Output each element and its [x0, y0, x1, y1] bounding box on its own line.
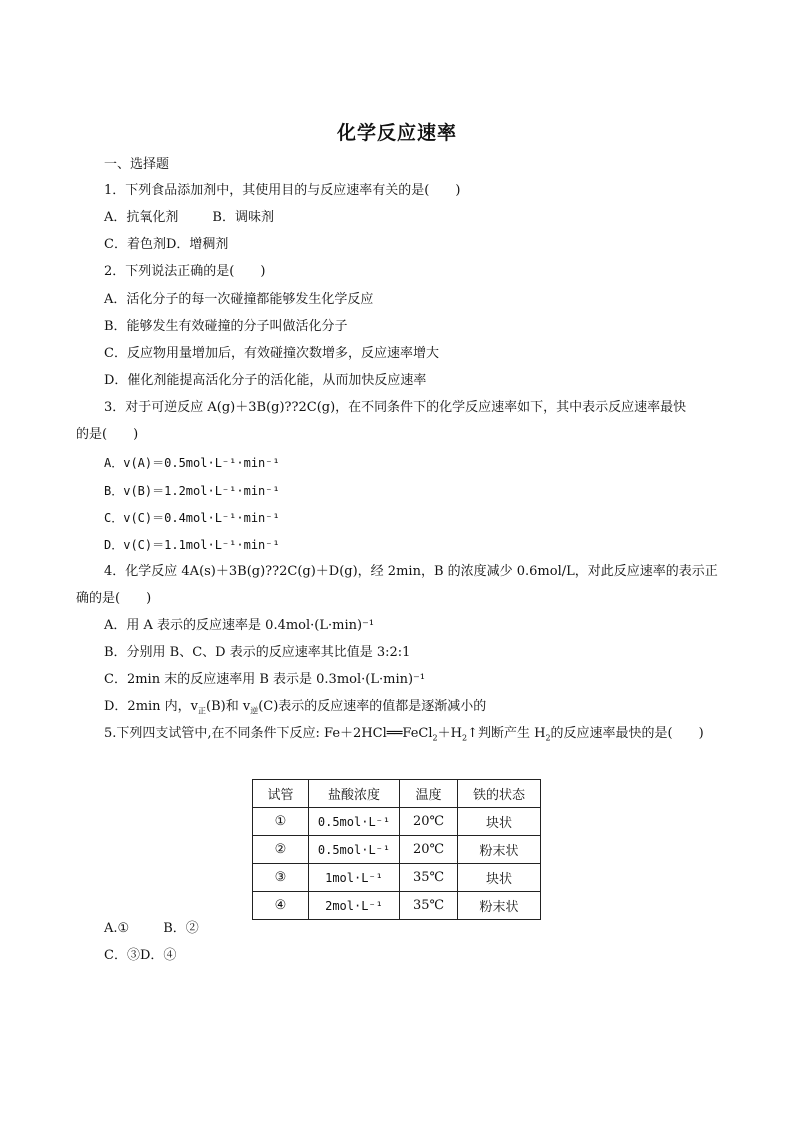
question-2-stem: 2．下列说法正确的是( ): [104, 264, 266, 279]
table-row: [253, 836, 541, 864]
table-header-cell: 盐酸浓度: [309, 780, 400, 808]
question-4-stem-line1: 4．化学反应 4A(s)＋3B(g)??2C(g)＋D(g)，经 2min，B 的浓度减少 0.6mol/L，对此反应速率的表示正: [104, 564, 718, 579]
question-1-option-b: B．调味剂: [212, 210, 274, 225]
table-header-row: [253, 780, 541, 808]
table-cell: 1mol·L⁻¹: [309, 864, 400, 892]
table-header-cell: 铁的状态: [458, 780, 541, 808]
question-5-stem: [104, 726, 704, 742]
question-4-option-d-sub-forward: 正: [198, 706, 207, 716]
table-row: [253, 864, 541, 892]
question-2-option-d: D．催化剂能提高活化分子的活化能，从而加快反应速率: [104, 373, 427, 388]
table-cell: ②: [253, 836, 309, 864]
question-3-stem-line1: 3．对于可逆反应 A(g)＋3B(g)??2C(g)，在不同条件下的化学反应速率如下，其中表示反应速率最快: [104, 400, 687, 415]
question-3-option-b: B．v(B)＝1.2mol·L⁻¹·min⁻¹: [104, 484, 280, 498]
question-4-option-d-suffix: (C)表示的反应速率的值都是逐渐减小的: [258, 699, 487, 714]
table-cell: 35℃: [400, 864, 458, 892]
question-5-option-b: B．②: [163, 921, 199, 936]
question-4-stem-line2: 确的是( ): [76, 591, 152, 606]
question-3-option-c: C．v(C)＝0.4mol·L⁻¹·min⁻¹: [104, 511, 280, 525]
question-4-option-d-mid: (B)和 v: [206, 699, 251, 714]
page-title: 化学反应速率: [336, 122, 457, 144]
question-4-option-a: A．用 A 表示的反应速率是 0.4mol·(L·min)⁻¹: [104, 618, 375, 633]
table-cell: ①: [253, 808, 309, 836]
table-header-cell: 试管: [253, 780, 309, 808]
table-cell: 块状: [458, 864, 541, 892]
table-cell: 块状: [458, 808, 541, 836]
table-row: [253, 808, 541, 836]
table-cell: ④: [253, 892, 309, 920]
question-5-stem-mid2: ↑判断产生 H: [467, 726, 546, 741]
table-cell: 0.5mol·L⁻¹: [309, 836, 400, 864]
question-1-stem: 1．下列食品添加剂中，其使用目的与反应速率有关的是( ): [104, 183, 461, 198]
section-heading: 一、选择题: [104, 157, 170, 172]
question-1-options-ab: [104, 210, 274, 226]
question-5-stem-sub2: 2: [461, 733, 468, 743]
question-5-stem-sub3: 2: [545, 733, 551, 743]
question-2-option-b: B．能够发生有效碰撞的分子叫做活化分子: [104, 319, 348, 334]
question-1-option-a: A．抗氧化剂: [104, 210, 179, 225]
question-4-option-b: B．分别用 B、C、D 表示的反应速率其比值是 3:2:1: [104, 645, 411, 660]
experiment-table: [252, 779, 541, 920]
question-2-option-c: C．反应物用量增加后，有效碰撞次数增多，反应速率增大: [104, 346, 439, 361]
table-cell: 0.5mol·L⁻¹: [309, 808, 400, 836]
table-cell: 35℃: [400, 892, 458, 920]
question-3-stem-line2: 的是( ): [76, 427, 139, 442]
question-5-stem-sub1: 2: [432, 733, 438, 743]
question-1-options-cd: C．着色剂D．增稠剂: [104, 237, 229, 252]
question-2-option-a: A．活化分子的每一次碰撞都能够发生化学反应: [104, 292, 374, 307]
question-5-options-cd: C．③D．④: [104, 948, 177, 963]
table-cell: 2mol·L⁻¹: [309, 892, 400, 920]
question-3-option-a: A．v(A)＝0.5mol·L⁻¹·min⁻¹: [104, 456, 280, 470]
table-cell: 粉末状: [458, 892, 541, 920]
table-row: [253, 892, 541, 920]
table-cell: 20℃: [400, 808, 458, 836]
question-5-options-ab: [104, 921, 199, 937]
question-3-option-d: D．v(C)＝1.1mol·L⁻¹·min⁻¹: [104, 538, 280, 552]
question-4-option-c: C．2min 末的反应速率用 B 表示是 0.3mol·(L·min)⁻¹: [104, 672, 426, 687]
question-5-stem-prefix: 5.下列四支试管中,在不同条件下反应: Fe＋2HCl══FeCl: [104, 726, 433, 741]
question-4-option-d: [104, 699, 486, 715]
table-cell: 20℃: [400, 836, 458, 864]
question-4-option-d-prefix: D．2min 内，v: [104, 699, 199, 714]
question-5-stem-mid: ＋H: [437, 726, 462, 741]
question-5-stem-suffix: 的反应速率最快的是( ): [550, 726, 704, 741]
question-5-option-a: A.①: [104, 921, 130, 936]
question-4-option-d-sub-reverse: 逆: [250, 706, 259, 716]
table-header-cell: 温度: [400, 780, 458, 808]
table-cell: ③: [253, 864, 309, 892]
table-cell: 粉末状: [458, 836, 541, 864]
